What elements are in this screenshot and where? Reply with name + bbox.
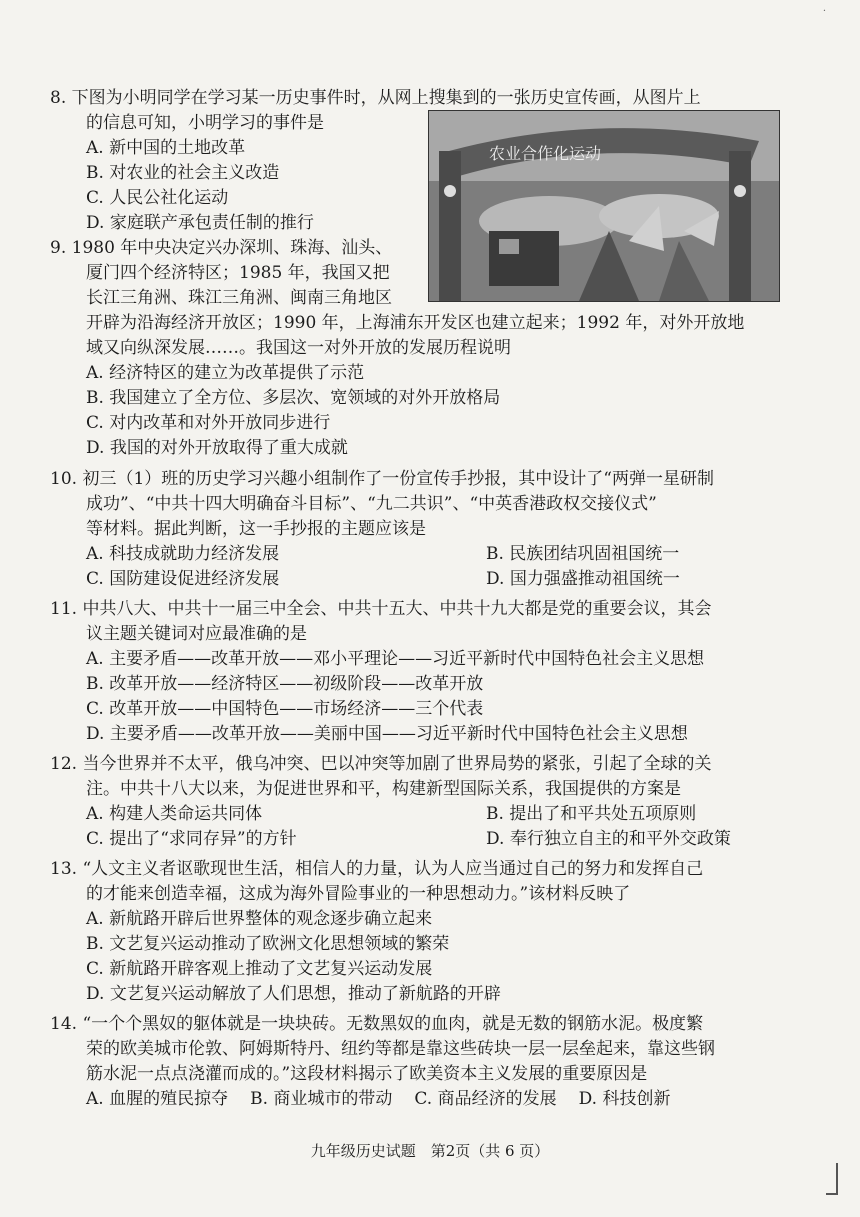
question-13 (50, 857, 825, 1007)
option-c: C. 改革开放——中国特色——市场经济——三个代表 (86, 699, 484, 719)
question-text: 14. “一个个黑奴的躯体就是一块块砖。无数黑奴的血肉，就是无数的钢筋水泥。极度繁 (50, 1014, 704, 1034)
question-text: 厦门四个经济特区；1985 年，我国又把 (86, 263, 390, 283)
question-text: 议主题关键词对应最准确的是 (86, 624, 307, 644)
option-d: D. 国力强盛推动祖国统一 (486, 569, 680, 589)
option-b: B. 对农业的社会主义改造 (86, 163, 280, 183)
corner-dot: · (822, 6, 826, 17)
question-text: 域又向纵深发展……。我国这一对外开放的发展历程说明 (86, 338, 511, 358)
question-text: 的才能来创造幸福，这成为海外冒险事业的一种思想动力。”该材料反映了 (86, 884, 631, 904)
question-9 (50, 236, 825, 461)
page-footer: 九年级历史试题 第2页（共 6 页） (310, 1142, 550, 1160)
option-a: A. 构建人类命运共同体 (86, 804, 263, 824)
option-d: D. 文艺复兴运动解放了人们思想，推动了新航路的开辟 (86, 984, 501, 1004)
question-11 (50, 597, 825, 747)
option-row (50, 1087, 825, 1112)
option-b: B. 商业城市的带动 (250, 1089, 393, 1109)
option-d: D. 奉行独立自主的和平外交政策 (486, 829, 731, 849)
option-d: D. 科技创新 (578, 1089, 671, 1109)
option-a: A. 血腥的殖民掠夺 (86, 1089, 229, 1109)
question-10 (50, 467, 825, 592)
option-d: D. 主要矛盾——改革开放——美丽中国——习近平新时代中国特色社会主义思想 (86, 724, 688, 744)
option-a: A. 科技成就助力经济发展 (86, 544, 280, 564)
question-text: 10. 初三（1）班的历史学习兴趣小组制作了一份宣传手抄报，其中设计了“两弹一星研制 (50, 469, 714, 489)
option-c: C. 对内改革和对外开放同步进行 (86, 413, 331, 433)
question-text: 注。中共十八大以来，为促进世界和平，构建新型国际关系，我国提供的方案是 (86, 779, 681, 799)
question-text: 11. 中共八大、中共十一届三中全会、中共十五大、中共十九大都是党的重要会议，其会 (50, 599, 712, 619)
question-14 (50, 1012, 825, 1112)
question-text: 长江三角洲、珠江三角洲、闽南三角地区 (86, 288, 392, 308)
question-text: 荣的欧美城市伦敦、阿姆斯特丹、纽约等都是靠这些砖块一层一层垒起来，靠这些钢 (86, 1039, 715, 1059)
question-text: 筋水泥一点点浇灌而成的。”这段材料揭示了欧美资本主义发展的重要原因是 (86, 1064, 648, 1084)
option-c: C. 国防建设促进经济发展 (86, 569, 280, 589)
question-text: 9. 1980 年中央决定兴办深圳、珠海、汕头、 (50, 238, 393, 258)
option-a: A. 新航路开辟后世界整体的观念逐步确立起来 (86, 909, 433, 929)
question-text: 开辟为沿海经济开放区；1990 年，上海浦东开发区也建立起来；1992 年，对外开放地 (86, 313, 745, 333)
option-c: C. 提出了“求同存异”的方针 (86, 829, 297, 849)
question-text: 13. “人文主义者讴歌现世生活，相信人的力量，认为人应当通过自己的努力和发挥自己 (50, 859, 704, 879)
question-text: 等材料。据此判断，这一手抄报的主题应该是 (86, 519, 426, 539)
option-a: A. 新中国的土地改革 (86, 138, 246, 158)
option-b: B. 我国建立了全方位、多层次、宽领域的对外开放格局 (86, 388, 501, 408)
poster-banner: 农业合作化运动 (489, 144, 602, 163)
option-a: A. 经济特区的建立为改革提供了示范 (86, 363, 365, 383)
option-d: D. 家庭联产承包责任制的推行 (86, 213, 314, 233)
option-c: C. 人民公社化运动 (86, 188, 229, 208)
option-b: B. 文艺复兴运动推动了欧洲文化思想领域的繁荣 (86, 934, 450, 954)
option-b: B. 提出了和平共处五项原则 (486, 804, 697, 824)
question-text: 的信息可知，小明学习的事件是 (86, 113, 324, 133)
corner-crop-mark (826, 1163, 838, 1195)
question-12 (50, 752, 825, 852)
option-d: D. 我国的对外开放取得了重大成就 (86, 438, 348, 458)
option-c: C. 商品经济的发展 (414, 1089, 557, 1109)
question-text: 成功”、“中共十四大明确奋斗目标”、“九二共识”、“中英香港政权交接仪式” (86, 494, 657, 514)
option-c: C. 新航路开辟客观上推动了文艺复兴运动发展 (86, 959, 433, 979)
option-b: B. 民族团结巩固祖国统一 (486, 544, 680, 564)
option-b: B. 改革开放——经济特区——初级阶段——改革开放 (86, 674, 484, 694)
question-text: 12. 当今世界并不太平，俄乌冲突、巴以冲突等加剧了世界局势的紧张，引起了全球的关 (50, 754, 712, 774)
option-a: A. 主要矛盾——改革开放——邓小平理论——习近平新时代中国特色社会主义思想 (86, 649, 705, 669)
question-text: 8. 下图为小明同学在学习某一历史事件时，从网上搜集到的一张历史宣传画，从图片上 (50, 88, 701, 108)
